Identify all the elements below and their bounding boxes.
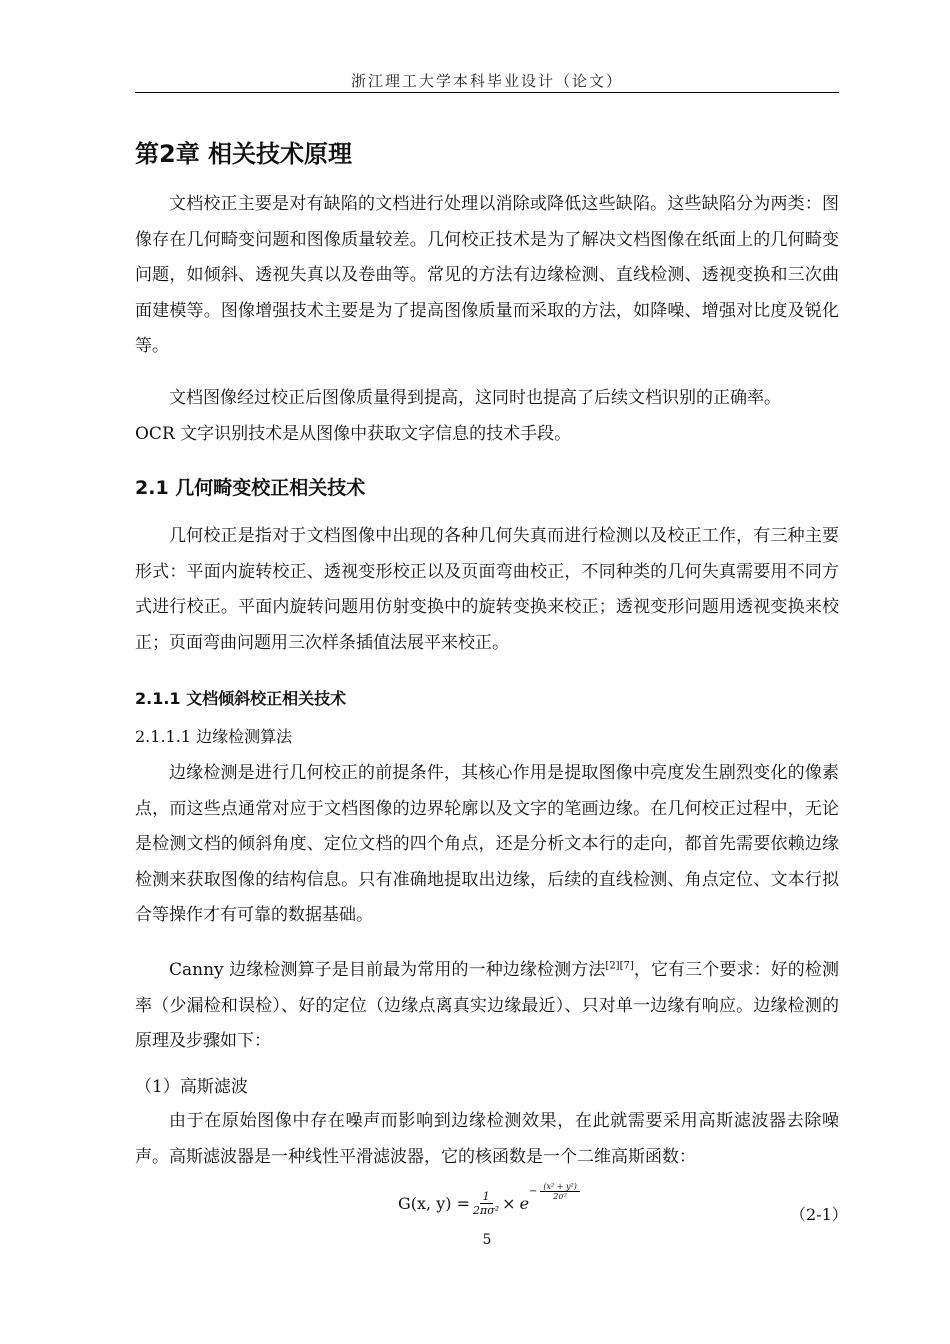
intro-paragraph-1: 文档校正主要是对有缺陷的文档进行处理以消除或降低这些缺陷。这些缺陷分为两类：图像存在几何畸变问题和图像质量较差。几何校正技术是为了解决文档图像在纸面上的几何畸变问题，如倾斜、透视失真以及卷曲等。常见的方法有边缘检测、直线检测、透视变换和三次曲面建模等。图像增强技术主要是为了提高图像质量而采取的方法，如降噪、增强对比度及锐化等。 [135,194,839,356]
section-heading-2-1-1-1: 2.1.1.1 边缘检测算法 [135,727,293,746]
formula-exp-sign: − [529,1186,538,1197]
formula-times: × [502,1194,516,1213]
canny-text-end: ，它有三个要求：好的检测率（少漏检和误检）、好的定位（边缘点离真实边缘最近）、只对单一边缘有响应。边缘检测的原理及步骤如下： [135,960,840,1051]
edge-detection-paragraph: 边缘检测是进行几何校正的前提条件，其核心作用是提取图像中亮度发生剧烈变化的像素点，而这些点通常对应于文档图像的边界轮廓以及文字的笔画边缘。在几何校正过程中，无论是检测文档的倾斜角度、定位文档的四个角点，还是分析文本行的走向，都首先需要依赖边缘检测来获取图像的结构信息。只有准确地提取出边缘，后续的直线检测、角点定位、文本行拟合等操作才有可靠的数据基础。 [135,763,839,925]
section-heading-2-1: 2.1 几何畸变校正相关技术 [135,477,366,499]
formula-fraction [473,1190,499,1217]
formula-base: e [519,1194,530,1213]
section-heading-2-1-1: 2.1.1 文档倾斜校正相关技术 [135,689,347,708]
formula-exp-fraction [540,1182,579,1201]
canny-paragraph [135,953,839,1060]
header-rule [135,92,839,93]
running-header: 浙江理工大学本科毕业设计（论文） [350,72,623,90]
chapter-title: 第2章 相关技术原理 [135,140,353,168]
formula-frac-denominator: 2πσ² [473,1204,500,1217]
citation-ref[interactable]: [2][7] [605,960,634,972]
step-1-label: （1）高斯滤波 [135,1077,248,1097]
gaussian-formula [398,1182,583,1217]
formula-frac-numerator: 1 [480,1190,493,1204]
intro-paragraph-2: 文档图像经过校正后图像质量得到提高，这同时也提高了后续文档识别的正确率。 [169,388,781,408]
equation-number: （2-1） [790,1205,848,1224]
page-number: 5 [482,1232,492,1248]
formula-exponent [529,1182,583,1201]
canny-text-start: Canny 边缘检测算子是目前最为常用的一种边缘检测方法 [169,960,606,980]
gaussian-paragraph: 由于在原始图像中存在噪声而影响到边缘检测效果，在此就需要采用高斯滤波器去除噪声。高斯滤波器是一种线性平滑滤波器，它的核函数是一个二维高斯函数： [135,1111,839,1167]
intro-paragraph-2-cont: OCR 文字识别技术是从图像中获取文字信息的技术手段。 [135,424,572,444]
formula-exp-denominator: 2σ² [553,1192,568,1201]
formula-lhs: G(x, y) = [398,1194,470,1213]
section-2-1-paragraph: 几何校正是指对于文档图像中出现的各种几何失真而进行检测以及校正工作，有三种主要形式：平面内旋转校正、透视变形校正以及页面弯曲校正，不同种类的几何失真需要用不同方式进行校正。平面内旋转问题用仿射变换中的旋转变换来校正；透视变形问题用透视变换来校正；页面弯曲问题用三次样条插值法展平来校正。 [135,526,839,653]
formula-exp-numerator: (x² + y²) [540,1182,579,1192]
